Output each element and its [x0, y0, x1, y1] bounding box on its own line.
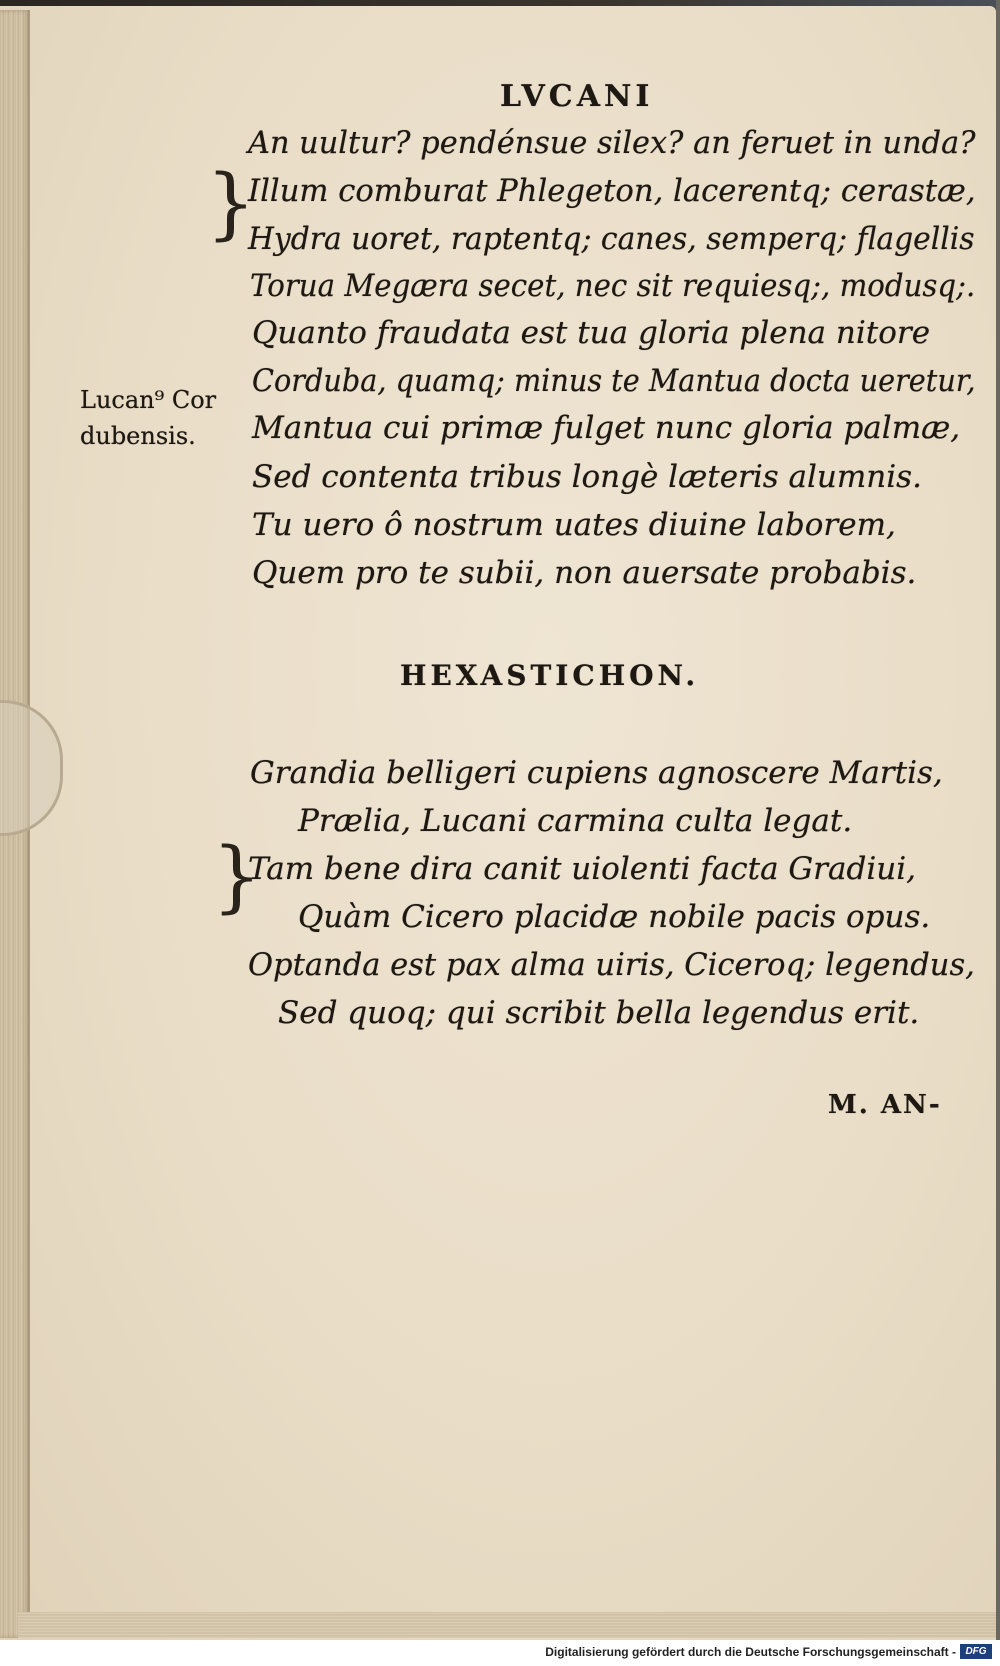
catchword: M. AN-	[828, 1090, 942, 1120]
verse-line: Mantua cui primæ fulget nunc gloria palmæ,	[252, 410, 961, 446]
verse-line: Tam bene dira canit uiolenti facta Gradiui,	[248, 851, 916, 887]
funding-credit: Digitalisierung gefördert durch die Deutsche Forschungsgemeinschaft -	[545, 1645, 956, 1659]
verse-line: Corduba, quamq; minus te Mantua docta ueretur,	[252, 363, 976, 399]
margin-note: dubensis.	[80, 422, 196, 450]
section-heading: HEXASTICHON.	[400, 659, 700, 692]
verse-line: Grandia belligeri cupiens agnoscere Martis,	[250, 755, 943, 791]
footer-bar	[0, 1640, 1000, 1666]
margin-brace-bottom: }	[212, 832, 262, 922]
verse-line: Prælia, Lucani carmina culta legat.	[298, 803, 853, 839]
dfg-logo: DFG	[960, 1644, 992, 1659]
verse-line: Quanto fraudata est tua gloria plena nitore	[252, 315, 931, 351]
scanner-edge	[996, 0, 1000, 1640]
verse-line: Quem pro te subii, non auersate probabis.	[252, 555, 917, 591]
verse-line: Tu uero ô nostrum uates diuine laborem,	[252, 507, 896, 543]
verse-line: Optanda est pax alma uiris, Ciceroq; legendus,	[248, 947, 975, 983]
margin-note: Lucan⁹ Cor	[80, 386, 217, 414]
verse-line: Torua Megæra secet, nec sit requiesq;, modusq;.	[250, 268, 976, 304]
running-head: LVCANI	[500, 79, 654, 114]
verse-line: Sed quoq; qui scribit bella legendus erit.	[278, 995, 920, 1031]
verse-line: Quàm Cicero placidæ nobile pacis opus.	[298, 899, 931, 935]
verse-line: Sed contenta tribus longè læteris alumnis.	[252, 459, 922, 495]
page-bottom-edge	[18, 1612, 996, 1638]
verse-line: Hydra uoret, raptentq; canes, semperq; flagellis	[248, 221, 975, 257]
verse-line: Illum comburat Phlegeton, lacerentq; cerastæ,	[248, 173, 976, 209]
margin-brace-top: }	[206, 159, 256, 249]
verse-line: An uultur? pendénsue silex? an feruet in unda?	[248, 125, 976, 161]
